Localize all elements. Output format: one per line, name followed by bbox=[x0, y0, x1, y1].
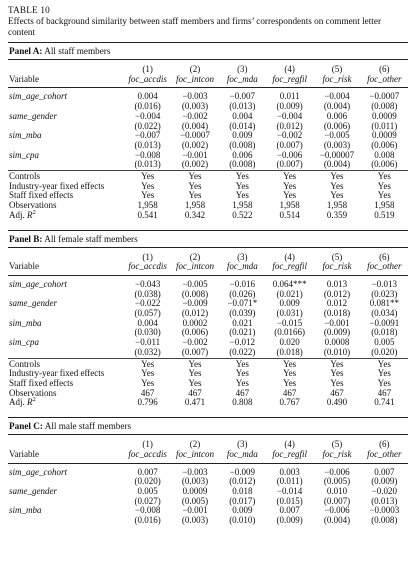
column-name: foc_risk bbox=[313, 450, 360, 463]
column-name: foc_regfil bbox=[266, 450, 313, 463]
row-value: Yes bbox=[188, 368, 202, 379]
column-name: foc_other bbox=[361, 262, 408, 275]
adj-r2-value: 0.767 bbox=[279, 397, 300, 408]
std-error-cell: (0.022) bbox=[229, 346, 256, 357]
coefficient-cell: −0.006 bbox=[276, 149, 303, 160]
std-error-cell: (0.026) bbox=[229, 288, 256, 299]
std-error-cell: (0.007) bbox=[276, 139, 303, 150]
coefficient-cell: −0.016 bbox=[229, 278, 255, 289]
column-name: foc_mda bbox=[219, 75, 266, 88]
row-value: Yes bbox=[377, 190, 391, 201]
coefficient-cell: −0.00007 bbox=[319, 149, 355, 160]
std-error-cell: (0.021) bbox=[276, 288, 303, 299]
column-name: foc_mda bbox=[219, 450, 266, 463]
row-value: 467 bbox=[377, 387, 392, 398]
column-number: (1) bbox=[142, 64, 153, 74]
row-value: Yes bbox=[124, 358, 171, 369]
column-number: (4) bbox=[284, 64, 295, 74]
std-error-cell: (0.020) bbox=[134, 476, 161, 487]
adj-r2-value: 0.359 bbox=[326, 209, 348, 220]
column-number: (6) bbox=[379, 439, 390, 450]
adj-r2-value: 0.490 bbox=[326, 397, 348, 408]
row-label: Controls bbox=[8, 358, 124, 369]
row-value: Yes bbox=[313, 171, 360, 182]
coefficient-cell: −0.013 bbox=[371, 278, 397, 289]
row-value: Yes bbox=[141, 377, 155, 388]
std-error-cell: (0.020) bbox=[371, 346, 398, 357]
panel-a-table bbox=[8, 60, 408, 224]
std-error-cell: (0.021) bbox=[229, 327, 256, 338]
panel-c-label: Panel C: bbox=[9, 421, 43, 432]
coefficient-cell: −0.009 bbox=[182, 298, 208, 309]
coefficient-cell: 0.007 bbox=[137, 466, 158, 477]
adj-r2-value: 0.541 bbox=[137, 209, 158, 220]
std-error-cell: (0.003) bbox=[181, 101, 209, 112]
panel-b-table bbox=[8, 248, 408, 412]
coefficient-cell: −0.006 bbox=[324, 505, 350, 516]
column-number: (5) bbox=[331, 439, 343, 450]
coefficient-cell: 0.003 bbox=[279, 466, 300, 477]
row-value: 1,958 bbox=[326, 200, 348, 211]
row-value: Yes bbox=[141, 368, 155, 379]
adj-r2-label bbox=[8, 398, 124, 411]
coefficient-cell: −0.012 bbox=[229, 337, 255, 348]
column-name-row bbox=[8, 262, 408, 275]
coefficient-cell: −0.0007 bbox=[369, 91, 400, 102]
obs-row bbox=[8, 201, 408, 211]
coefficient-cell: −0.001 bbox=[182, 505, 208, 516]
coefficient-cell: 0.006 bbox=[326, 110, 348, 121]
variable-name: same_gender bbox=[9, 110, 57, 121]
row-label: Industry-year fixed effects bbox=[9, 180, 105, 191]
variable-name: sim_cpa bbox=[9, 149, 39, 160]
std-error-cell: (0.006) bbox=[371, 159, 398, 170]
std-error-cell: (0.023) bbox=[371, 288, 398, 299]
row-value: 467 bbox=[282, 387, 297, 398]
std-error-cell: (0.007) bbox=[323, 495, 351, 506]
column-name-row bbox=[8, 75, 408, 88]
adj-r2-sup: 2 bbox=[32, 396, 36, 404]
std-error-cell: (0.011) bbox=[371, 120, 398, 131]
coefficient-cell: 0.006 bbox=[232, 149, 253, 160]
coefficient-cell: −0.0003 bbox=[369, 505, 400, 516]
row-value: 1,958 bbox=[279, 200, 300, 211]
column-name: foc_other bbox=[361, 75, 408, 88]
coefficient-cell: 0.064*** bbox=[272, 278, 307, 289]
row-value: 467 bbox=[330, 387, 344, 398]
std-error-cell: (0.027) bbox=[134, 495, 161, 506]
panel-a-header bbox=[8, 42, 408, 60]
coefficient-cell: −0.009 bbox=[229, 466, 255, 477]
column-number: (3) bbox=[237, 64, 248, 74]
row-value: Yes bbox=[330, 190, 344, 201]
std-error-cell: (0.012) bbox=[181, 308, 209, 319]
column-name: foc_intcon bbox=[171, 262, 218, 275]
coefficient-cell: 0.004 bbox=[137, 317, 158, 328]
coefficient-cell: 0.008 bbox=[374, 149, 395, 160]
coefficient-cell: 0.081** bbox=[369, 298, 399, 309]
std-error-cell: (0.016) bbox=[134, 101, 161, 112]
std-error-cell: (0.057) bbox=[134, 308, 161, 319]
adj-r2-text: Adj. bbox=[9, 209, 27, 220]
std-error-cell: (0.009) bbox=[323, 327, 351, 338]
coefficient-cell: −0.006 bbox=[324, 466, 350, 477]
row-value: Yes bbox=[171, 171, 218, 182]
panel-c-title: All male staff members bbox=[44, 421, 132, 432]
column-number-row bbox=[8, 248, 408, 263]
adj-r2-value: 0.342 bbox=[184, 209, 206, 220]
std-error-cell: (0.034) bbox=[371, 308, 398, 319]
row-value: Yes bbox=[219, 358, 266, 369]
row-label: Staff fixed effects bbox=[9, 377, 74, 388]
row-value: Yes bbox=[266, 358, 313, 369]
row-value: Yes bbox=[330, 180, 344, 191]
std-error-cell: (0.004) bbox=[181, 120, 209, 131]
row-value: Yes bbox=[171, 358, 218, 369]
column-name: foc_intcon bbox=[171, 450, 218, 463]
adj-r2-value: 0.522 bbox=[232, 209, 253, 220]
staff-fe-row bbox=[8, 191, 408, 201]
std-error-cell: (0.012) bbox=[323, 288, 351, 299]
column-number: (2) bbox=[189, 64, 201, 74]
std-error-row bbox=[8, 516, 408, 529]
row-value: Yes bbox=[141, 190, 155, 201]
obs-row bbox=[8, 389, 408, 399]
std-error-cell: (0.017) bbox=[229, 495, 256, 506]
std-error-cell: (0.006) bbox=[323, 120, 351, 131]
adj-r2-value: 0.808 bbox=[232, 397, 253, 408]
row-value: Yes bbox=[124, 171, 171, 182]
std-error-cell: (0.006) bbox=[371, 139, 398, 150]
adj-r2-value: 0.471 bbox=[184, 397, 206, 408]
std-error-cell: (0.016) bbox=[134, 515, 161, 526]
std-error-cell: (0.013) bbox=[134, 159, 161, 170]
variable-name: sim_mba bbox=[9, 130, 42, 141]
column-number: (6) bbox=[379, 251, 390, 262]
coefficient-cell: 0.007 bbox=[279, 505, 300, 516]
std-error-cell: (0.039) bbox=[229, 308, 256, 319]
std-error-row bbox=[8, 160, 408, 170]
variable-name: sim_age_cohort bbox=[9, 91, 67, 102]
adj-r2-sup: 2 bbox=[32, 208, 36, 216]
variable-name: sim_age_cohort bbox=[9, 466, 67, 477]
coefficient-cell: 0.013 bbox=[326, 278, 348, 289]
std-error-cell: (0.012) bbox=[276, 120, 303, 131]
coefficient-cell: 0.0002 bbox=[182, 317, 208, 328]
row-value: Yes bbox=[283, 368, 297, 379]
variable-header: Variable bbox=[8, 450, 124, 463]
std-error-cell: (0.014) bbox=[229, 120, 256, 131]
row-value: 467 bbox=[235, 387, 250, 398]
coefficient-row bbox=[8, 463, 408, 477]
coefficient-cell: −0.015 bbox=[276, 317, 303, 328]
std-error-cell: (0.002) bbox=[181, 159, 209, 170]
std-error-row bbox=[8, 348, 408, 358]
variable-header: Variable bbox=[8, 75, 124, 88]
column-number-row bbox=[8, 60, 408, 75]
row-value: Yes bbox=[283, 180, 297, 191]
coefficient-cell: −0.004 bbox=[276, 110, 303, 121]
column-number: (5) bbox=[331, 64, 343, 74]
coefficient-cell: −0.011 bbox=[135, 337, 161, 348]
blank-cell bbox=[8, 435, 124, 450]
std-error-cell: (0.011) bbox=[276, 476, 303, 487]
row-value: Yes bbox=[283, 190, 297, 201]
coefficient-cell: 0.007 bbox=[374, 466, 395, 477]
coefficient-cell: 0.0009 bbox=[371, 130, 397, 141]
coefficient-cell: −0.043 bbox=[135, 278, 161, 289]
panel-c-table bbox=[8, 435, 408, 529]
row-value: Yes bbox=[141, 180, 155, 191]
blank-cell bbox=[8, 60, 124, 75]
std-error-cell: (0.015) bbox=[276, 495, 303, 506]
coefficient-cell: −0.005 bbox=[324, 130, 350, 141]
std-error-cell: (0.030) bbox=[134, 327, 161, 338]
std-error-cell: (0.0166) bbox=[274, 327, 306, 338]
coefficient-cell: −0.001 bbox=[182, 149, 208, 160]
adj-r2-row bbox=[8, 211, 408, 224]
column-name: foc_regfil bbox=[266, 75, 313, 88]
row-value: Yes bbox=[188, 190, 202, 201]
coefficient-cell: −0.022 bbox=[135, 298, 161, 309]
std-error-cell: (0.008) bbox=[181, 288, 209, 299]
row-label: Controls bbox=[8, 171, 124, 182]
coefficient-cell: 0.021 bbox=[232, 317, 253, 328]
coefficient-cell: 0.009 bbox=[232, 130, 253, 141]
std-error-cell: (0.003) bbox=[323, 139, 351, 150]
blank-cell bbox=[8, 248, 124, 263]
row-value: Yes bbox=[377, 377, 391, 388]
coefficient-cell: 0.020 bbox=[279, 337, 300, 348]
row-label: Observations bbox=[9, 387, 57, 398]
blank-cell bbox=[8, 160, 124, 170]
variable-header: Variable bbox=[8, 262, 124, 275]
column-name-row bbox=[8, 450, 408, 463]
std-error-row bbox=[8, 477, 408, 487]
row-value: Yes bbox=[283, 377, 297, 388]
coefficient-cell: −0.002 bbox=[182, 337, 208, 348]
std-error-cell: (0.013) bbox=[371, 495, 398, 506]
coefficient-cell: 0.004 bbox=[232, 110, 253, 121]
std-error-cell: (0.004) bbox=[323, 101, 351, 112]
std-error-cell: (0.009) bbox=[276, 101, 303, 112]
row-value: 1,958 bbox=[184, 200, 206, 211]
coefficient-cell: −0.0007 bbox=[180, 130, 210, 141]
std-error-cell: (0.009) bbox=[276, 515, 303, 526]
blank-cell bbox=[8, 516, 124, 529]
panel-c-header bbox=[8, 417, 408, 435]
column-number: (4) bbox=[284, 439, 295, 450]
row-value: 467 bbox=[140, 387, 155, 398]
row-label: Industry-year fixed effects bbox=[9, 368, 105, 379]
row-value: Yes bbox=[377, 368, 391, 379]
column-number: (4) bbox=[284, 251, 295, 262]
std-error-cell: (0.007) bbox=[276, 159, 303, 170]
coefficient-cell: −0.020 bbox=[371, 485, 397, 496]
coefficient-cell: −0.002 bbox=[182, 110, 208, 121]
column-name: foc_regfil bbox=[266, 262, 313, 275]
std-error-cell: (0.002) bbox=[181, 139, 209, 150]
coefficient-cell: −0.004 bbox=[135, 110, 161, 121]
coefficient-cell: −0.003 bbox=[182, 466, 208, 477]
column-number-row bbox=[8, 435, 408, 450]
coefficient-cell: 0.009 bbox=[279, 298, 300, 309]
std-error-cell: (0.005) bbox=[181, 495, 209, 506]
std-error-cell: (0.008) bbox=[371, 101, 398, 112]
coefficient-cell: −0.002 bbox=[276, 130, 303, 141]
coefficient-cell: −0.007 bbox=[135, 130, 161, 141]
column-number: (2) bbox=[189, 439, 201, 450]
row-label: Observations bbox=[9, 200, 57, 211]
std-error-cell: (0.004) bbox=[323, 159, 351, 170]
std-error-cell: (0.006) bbox=[181, 327, 209, 338]
adj-r2-label bbox=[8, 208, 124, 224]
coefficient-cell: 0.012 bbox=[326, 298, 348, 309]
std-error-cell: (0.010) bbox=[229, 515, 256, 526]
panel-a-title: All staff members bbox=[44, 46, 111, 56]
column-number: (1) bbox=[142, 251, 153, 262]
row-value: 1,958 bbox=[374, 200, 395, 211]
row-value: Yes bbox=[235, 190, 249, 201]
variable-name: same_gender bbox=[9, 485, 57, 496]
table-caption: Effects of background similarity between staff members and firms’ correspondents on comment letter content bbox=[8, 16, 381, 37]
row-value: Yes bbox=[330, 377, 344, 388]
coefficient-cell: 0.0009 bbox=[371, 110, 397, 121]
std-error-cell: (0.003) bbox=[181, 515, 209, 526]
row-value: Yes bbox=[330, 368, 344, 379]
variable-name: sim_cpa bbox=[9, 337, 39, 348]
row-value: 1,958 bbox=[137, 200, 158, 211]
std-error-cell: (0.032) bbox=[134, 346, 161, 357]
row-value: Yes bbox=[361, 358, 408, 369]
std-error-row bbox=[8, 102, 408, 112]
std-error-cell: (0.007) bbox=[181, 346, 209, 357]
adj-r2-value: 0.519 bbox=[374, 209, 395, 220]
std-error-cell: (0.009) bbox=[371, 476, 398, 487]
coefficient-cell: 0.0009 bbox=[182, 485, 208, 496]
coefficient-cell: −0.003 bbox=[182, 91, 208, 102]
column-name: foc_accdis bbox=[124, 75, 171, 88]
row-value: Yes bbox=[235, 368, 249, 379]
panel-b-title: All female staff members bbox=[44, 233, 138, 244]
row-value: Yes bbox=[188, 180, 202, 191]
table-number: TABLE 10 bbox=[8, 5, 50, 15]
column-name: foc_mda bbox=[219, 262, 266, 275]
row-value: Yes bbox=[235, 180, 249, 191]
coefficient-cell: −0.071* bbox=[227, 298, 258, 309]
column-number: (6) bbox=[379, 64, 390, 74]
std-error-cell: (0.008) bbox=[229, 139, 256, 150]
coefficient-cell: 0.010 bbox=[326, 485, 348, 496]
std-error-cell: (0.003) bbox=[181, 476, 209, 487]
std-error-row bbox=[8, 290, 408, 300]
variable-name: same_gender bbox=[9, 298, 57, 309]
row-value: Yes bbox=[219, 171, 266, 182]
std-error-cell: (0.008) bbox=[371, 515, 398, 526]
std-error-cell: (0.018) bbox=[323, 308, 351, 319]
row-value: Yes bbox=[377, 180, 391, 191]
row-value: Yes bbox=[188, 377, 202, 388]
coefficient-cell: −0.004 bbox=[324, 91, 350, 102]
adj-r2-value: 0.514 bbox=[279, 209, 300, 220]
std-error-cell: (0.031) bbox=[276, 308, 303, 319]
panel-b-header bbox=[8, 230, 408, 248]
std-error-cell: (0.012) bbox=[229, 476, 256, 487]
column-name: foc_accdis bbox=[124, 450, 171, 463]
row-value: Yes bbox=[266, 171, 313, 182]
column-name: foc_intcon bbox=[171, 75, 218, 88]
variable-name: sim_age_cohort bbox=[9, 278, 67, 289]
coefficient-cell: 0.004 bbox=[137, 91, 158, 102]
coefficient-cell: −0.008 bbox=[135, 149, 161, 160]
column-name: foc_accdis bbox=[124, 262, 171, 275]
adj-r2-text: Adj. bbox=[9, 397, 27, 408]
coefficient-row bbox=[8, 88, 408, 102]
column-number: (3) bbox=[237, 439, 248, 450]
adj-r2-value: 0.796 bbox=[137, 397, 158, 408]
std-error-cell: (0.018) bbox=[371, 327, 398, 338]
column-name: foc_risk bbox=[313, 75, 360, 88]
std-error-cell: (0.008) bbox=[229, 159, 256, 170]
column-name: foc_other bbox=[361, 450, 408, 463]
blank-cell bbox=[8, 348, 124, 358]
std-error-cell: (0.022) bbox=[134, 120, 161, 131]
adj-r2-row bbox=[8, 398, 408, 411]
row-label: Staff fixed effects bbox=[9, 190, 74, 201]
row-value: 467 bbox=[188, 387, 202, 398]
adj-r2-value: 0.741 bbox=[374, 397, 395, 408]
coefficient-cell: −0.001 bbox=[324, 317, 350, 328]
coefficient-cell: 0.0008 bbox=[324, 337, 350, 348]
panel-a-label: Panel A: bbox=[9, 46, 43, 56]
adj-r2-r: R bbox=[27, 397, 33, 408]
row-value: Yes bbox=[361, 171, 408, 182]
std-error-cell: (0.010) bbox=[323, 346, 351, 357]
coefficient-cell: 0.005 bbox=[137, 485, 158, 496]
panel-b-label: Panel B: bbox=[9, 233, 43, 244]
coefficient-cell: −0.014 bbox=[276, 485, 303, 496]
column-number: (3) bbox=[237, 251, 248, 262]
row-value: Yes bbox=[313, 358, 360, 369]
coefficient-cell: −0.007 bbox=[229, 91, 255, 102]
coefficient-cell: −0.008 bbox=[135, 505, 161, 516]
std-error-cell: (0.013) bbox=[229, 101, 256, 112]
row-value: 1,958 bbox=[232, 200, 253, 211]
coefficient-cell: −0.005 bbox=[182, 278, 208, 289]
column-number: (2) bbox=[189, 251, 201, 262]
std-error-cell: (0.005) bbox=[323, 476, 351, 487]
coefficient-cell: 0.009 bbox=[232, 505, 253, 516]
coefficient-cell: 0.018 bbox=[232, 485, 253, 496]
std-error-cell: (0.038) bbox=[134, 288, 161, 299]
adj-r2-r: R bbox=[27, 209, 33, 220]
std-error-cell: (0.004) bbox=[323, 515, 351, 526]
variable-name: sim_mba bbox=[9, 317, 42, 328]
row-value: Yes bbox=[235, 377, 249, 388]
staff-fe-row bbox=[8, 379, 408, 389]
column-number: (1) bbox=[142, 439, 153, 450]
coefficient-cell: 0.011 bbox=[279, 91, 300, 102]
column-number: (5) bbox=[331, 251, 343, 262]
coefficient-row bbox=[8, 275, 408, 289]
variable-name: sim_mba bbox=[9, 505, 42, 516]
coefficient-cell: −0.0091 bbox=[369, 317, 400, 328]
coefficient-cell: 0.005 bbox=[374, 337, 395, 348]
std-error-cell: (0.018) bbox=[276, 346, 303, 357]
column-name: foc_risk bbox=[313, 262, 360, 275]
std-error-cell: (0.013) bbox=[134, 139, 161, 150]
